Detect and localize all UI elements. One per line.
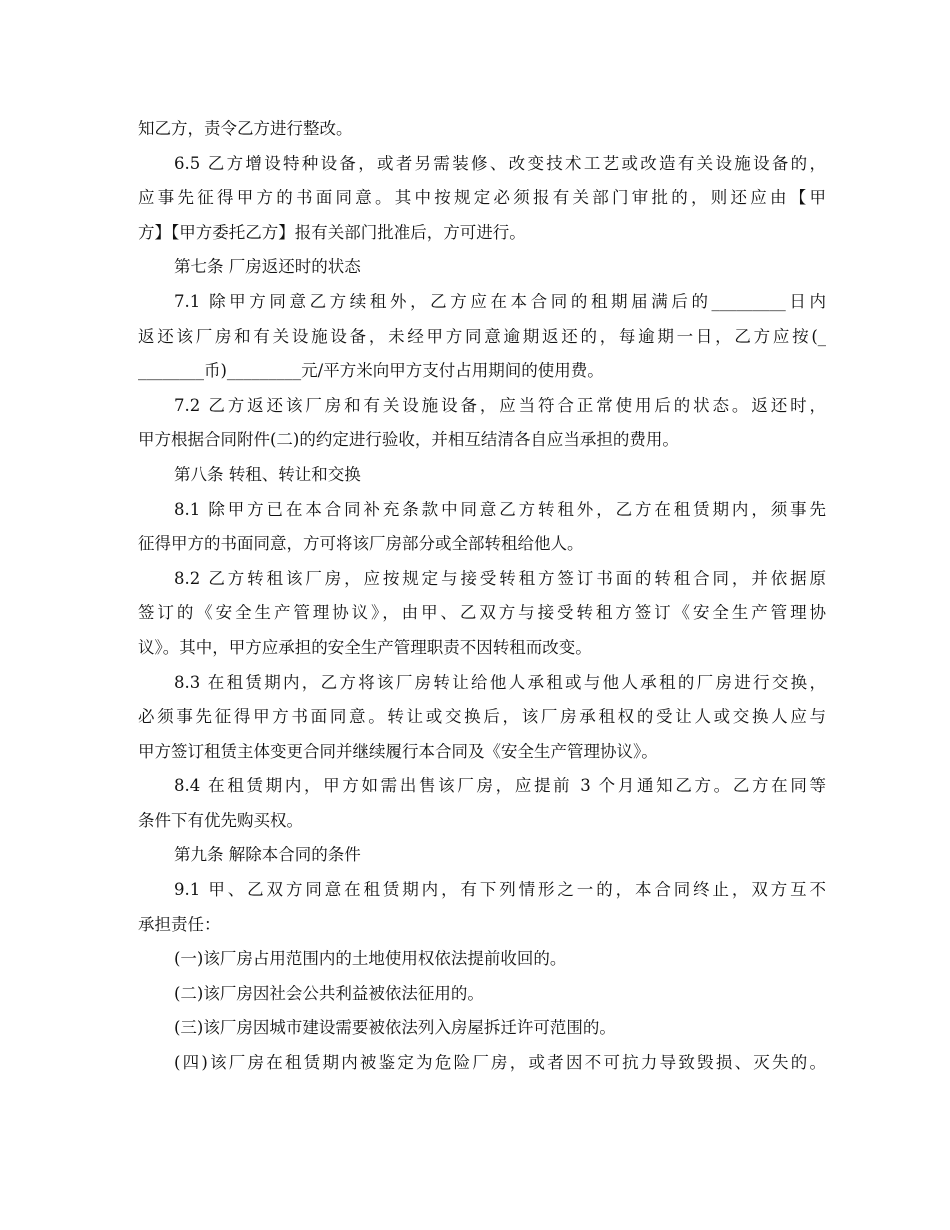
text-line: 方】【甲方委托乙方】报有关部门批准后，方可进行。 [138,222,526,242]
text-line: 7.1 除甲方同意乙方续租外，乙方应在本合同的租期届满后的_________日内 [174,291,826,311]
text-line: 签订的《安全生产管理协议》，由甲、乙双方与接受转租方签订《安全生产管理协 [138,603,826,623]
text-line: (四)该厂房在租赁期内被鉴定为危险厂房，或者因不可抗力导致毁损、灭失的。 [174,1053,826,1073]
text-line: 承担责任： [138,914,221,934]
text-line: 必须事先征得甲方书面同意。转让或交换后，该厂房承租权的受让人或交换人应与 [138,707,826,727]
text-line: (一)该厂房占用范围内的土地使用权依法提前收回的。 [174,949,567,969]
text-line: (三)该厂房因城市建设需要被依法列入房屋拆迁许可范围的。 [174,1018,616,1038]
text-line: 第七条 厂房返还时的状态 [174,257,361,277]
text-line: (二)该厂房因社会公共利益被依法征用的。 [174,983,484,1003]
text-line: 8.3 在租赁期内，乙方将该厂房转让给他人承租或与他人承租的厂房进行交换， [174,672,826,692]
text-line: 8.1 除甲方已在本合同补充条款中同意乙方转租外，乙方在租赁期内，须事先 [174,499,826,519]
text-line: 7.2 乙方返还该厂房和有关设施设备，应当符合正常使用后的状态。返还时， [174,395,826,415]
text-line: 返还该厂房和有关设施设备，未经甲方同意逾期返还的，每逾期一日，乙方应按(_ [138,326,826,346]
text-line: 第八条 转租、转让和交换 [174,464,361,484]
text-line: 应事先征得甲方的书面同意。其中按规定必须报有关部门审批的，则还应由【甲 [138,188,826,208]
text-line: 知乙方，责令乙方进行整改。 [138,119,353,138]
text-line: 议》。其中，甲方应承担的安全生产管理职责不因转租而改变。 [138,637,592,657]
text-line: 9.1 甲、乙双方同意在租赁期内，有下列情形之一的，本合同终止，双方互不 [174,880,826,900]
text-line: 甲方签订租赁主体变更合同并继续履行本合同及《安全生产管理协议》。 [138,741,658,761]
text-line: 6.5 乙方增设特种设备，或者另需装修、改变技术工艺或改造有关设施设备的， [174,153,826,173]
text-line: 第九条 解除本合同的条件 [174,845,361,865]
document-body [138,112,826,1081]
text-line: 征得甲方的书面同意，方可将该厂房部分或全部转租给他人。 [138,534,584,554]
text-line: 条件下有优先购买权。 [138,810,303,830]
text-line: 8.2 乙方转租该厂房，应按规定与接受转租方签订书面的转租合同，并依据原 [174,568,826,588]
text-line: 甲方根据合同附件(二)的约定进行验收，并相互结清各自应当承担的费用。 [138,430,679,450]
text-line: ________币)_________元/平方米向甲方支付占用期间的使用费。 [138,361,604,381]
text-line: 8.4 在租赁期内，甲方如需出售该厂房，应提前 3 个月通知乙方。乙方在同等 [174,776,826,796]
